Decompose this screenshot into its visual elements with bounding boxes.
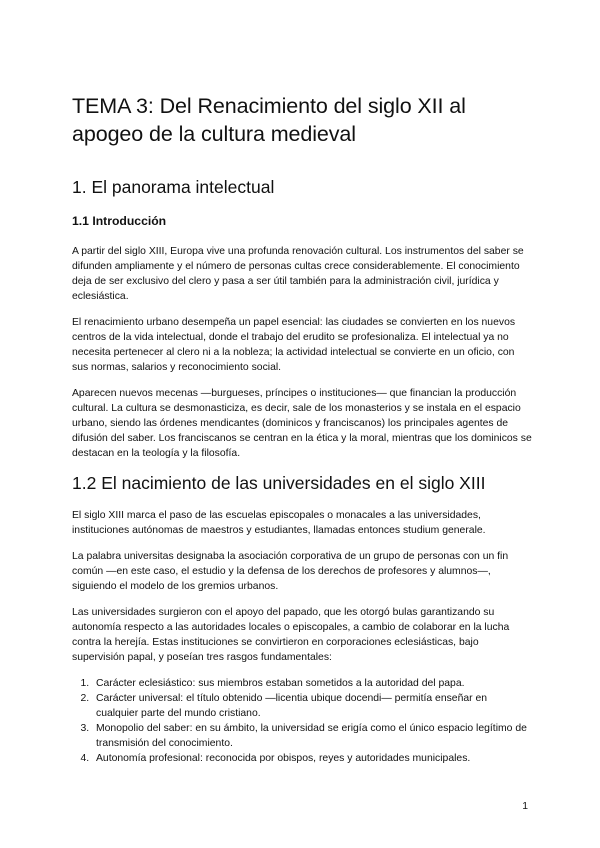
subsection-heading-introduccion: 1.1 Introducción	[72, 214, 167, 228]
list-item: 2. Carácter universal: el título obtenido —licentia ubique docendi— permitía enseñar en cualquier parte del mundo cristiano.	[92, 691, 532, 721]
list-item: 3. Monopolio del saber: en su ámbito, la universidad se erigía como el único espacio legítimo de transmisión del conocimiento.	[92, 721, 532, 751]
document-title: TEMA 3: Del Renacimiento del siglo XII al apogeo de la cultura medieval	[72, 94, 466, 146]
paragraph: Aparecen nuevos mecenas —burgueses, príncipes o instituciones— que financian la producción cultural. La cultura se desmonasticiza, es decir, sale de los monasterios y se instala en el espacio urbano, siendo las órdenes mendicantes (dominicos y franciscanos) los principales agentes de difusión del saber. Los franciscanos se centran en la ética y la moral, mientras que los dominicos se destacan en la teología y la filosofía.	[72, 388, 532, 459]
section-heading-panorama: 1. El panorama intelectual	[72, 177, 275, 197]
list-item: 1. Carácter eclesiástico: sus miembros estaban sometidos a la autoridad del papa.	[92, 676, 532, 691]
paragraph: La palabra universitas designaba la asociación corporativa de un grupo de personas con un fin común —en este caso, el estudio y la defensa de los derechos de profesores y alumnos—, siguiendo el modelo de los gremios urbanos.	[72, 551, 509, 592]
section-heading-universidades: 1.2 El nacimiento de las universidades en el siglo XIII	[72, 473, 486, 493]
paragraph: El renacimiento urbano desempeña un papel esencial: las ciudades se convierten en los nuevos centros de la vida intelectual, donde el trabajo del erudito se profesionaliza. El intelectual ya no necesita pertenecer al clero ni a la nobleza; la actividad intelectual se convierte en un oficio, con sus normas, salarios y reconocimiento social.	[72, 317, 516, 373]
document-page	[72, 92, 532, 766]
paragraph: A partir del siglo XIII, Europa vive una profunda renovación cultural. Los instrumentos del saber se difunden ampliamente y el número de personas cultas crece considerablemente. El conocimiento deja de ser exclusivo del clero y pasa a ser útil también para la administración civil, jurídica y eclesiástica.	[72, 246, 524, 302]
list-item: 4. Autonomía profesional: reconocida por obispos, reyes y autoridades municipales.	[92, 751, 532, 766]
paragraph: Las universidades surgieron con el apoyo del papado, que les otorgó bulas garantizando su autonomía respecto a las autoridades locales o episcopales, a cambio de colaborar en la lucha contra la herejía. Estas instituciones se convirtieron en corporaciones eclesiásticas, bajo supervisión papal, y poseían tres rasgos fundamentales:	[72, 607, 510, 663]
features-list	[72, 676, 532, 766]
paragraph: El siglo XIII marca el paso de las escuelas episcopales o monacales a las universidades, instituciones autónomas de maestros y estudiantes, llamadas entonces studium generale.	[72, 510, 486, 536]
page-number: 1	[522, 801, 528, 812]
